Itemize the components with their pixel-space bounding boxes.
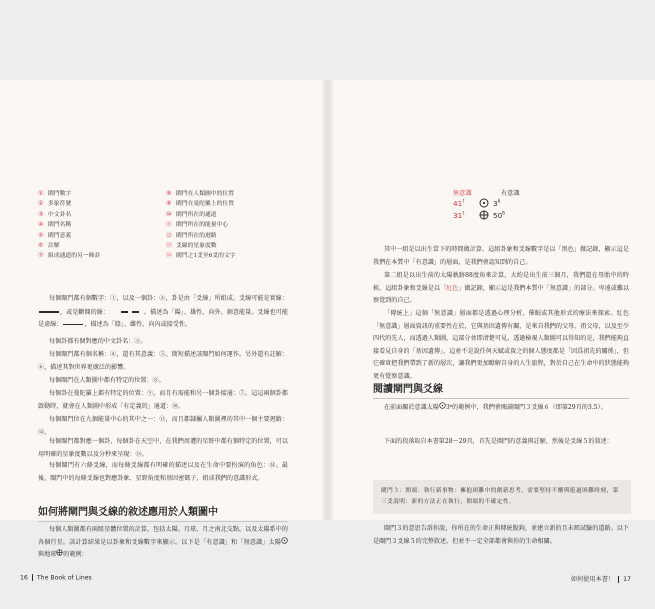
page-number: 16	[20, 574, 28, 582]
legend-column-1	[38, 189, 100, 262]
paragraph-mandala-position: 每個卦在曼陀羅上都有特定的位置：⑨，而且有需能和另一個卦接通：⑦。這這兩個卦都啟動時，就會在人類圖中形成「有定義的」通道：⑩。	[38, 390, 288, 410]
solid-line-icon	[39, 311, 59, 312]
legend-item: ⑫ 閘門所在的迴路	[166, 232, 217, 239]
gate-row-earth: $31^1$ $50^6$	[453, 210, 506, 220]
sun-circle-dot-icon	[479, 198, 489, 208]
sun-circle-dot-icon	[281, 537, 288, 544]
paragraph-gate-meaning: 閘門３的意思告訴你說，你所在的生命正與傳統脫鉤，並建立新的且未經試驗的道路。以下是閘門３爻線５的完整敘述，但並不一定全部都會與你的生命相關。	[373, 525, 629, 545]
book-gutter	[322, 80, 333, 520]
legend-item: ⑬ 爻線的星象度數	[166, 243, 217, 250]
paragraph-genetic: 「傳統上」這個「無意識」層面都是透過心理分析、催眠或其他形式的療法來探索。紅色「無意識」層面資訊的重要性在於，它與基因遺傳有關，是來自我們的父母、祖父母，以及至少四代的先人，而透過人類圖，這部分並即清楚可見。透過檢視人類圖可以得知的是，我們能夠直接看見自身的「基因遺傳」，這並不是說任何天賦或資之的個人態度都是「因爲祖先的關係」，但它確實把我們帶到了新的層次，讓我們更加瞭解自身的人生旅程，對於自己在生命中的狀態能夠更有覺察意識。	[373, 310, 629, 380]
section-heading: 如何將閘門與爻線的敘述應用於人類圖中	[38, 503, 288, 522]
right-page	[333, 80, 655, 583]
broken-line-icon	[110, 306, 143, 319]
running-title: The Book of Lines	[36, 574, 92, 582]
gates-example	[453, 188, 549, 221]
legend-item: ⑩ 閘門所在的通道	[166, 211, 217, 218]
unconscious-header: 無意識	[453, 190, 472, 197]
paragraph-hexagram-lines: 每個閘門都有個數字：①，以及一個卦：②，卦是由「爻線」所組成。爻線可能是實線：，或是斷開的線： 。描述為「陽」、雄性、向外、創意能量。爻線也可能是虛線： ，描述為「陰」、雌性、向內或接受性。	[38, 295, 288, 328]
gate-row-sun: $41^1$ $3^6$	[453, 198, 501, 208]
legend-item: ⑤ 閘門意義	[38, 232, 72, 239]
paragraph-astro-degree: 每個閘門都對應一個卦，每個卦在天空中，在我們周遭的星野中都有個特定的位置，可以用明確的星象度數以及分秒來呈現：⑬。	[38, 438, 288, 458]
solid-line-icon	[63, 324, 83, 325]
legend-item: ⑦ 組成通道的另一條卦	[38, 253, 101, 260]
paragraph-center-circuit: 每個閘門位在九個能量中心的其中之一：⑪，而且都隸屬人類圖裡的其中一個主要迴路：⑫。	[38, 416, 288, 436]
paragraph-excerpt-intro: 下面的段落取自本書第28～29頁，首先是閘門的意義與註解，然後是爻線５的敘述：	[383, 438, 613, 445]
paragraph-unconscious: 第二組是以出生前的太陽軌跡88度角來計算，大約是出生前三個月，我們還在母胎中的時候。這組卦象和爻線是以「紅色」做記錄，顯示這是我們本質中「無意識」的部分。卑遠或難以察覺到的自己。	[373, 272, 630, 305]
legend-item: ⑧ 閘門在人類圖中的位置	[166, 191, 234, 197]
gate-quote-box: 閘門３：開端：執行新事物：擁抱困難中的創新思考，需要堅持不懈與挺過困難時刻，第三爻說明：新的方法正在執行，開端的不確定性。	[373, 480, 631, 514]
legend-item: ③ 中文卦名	[38, 211, 72, 218]
legend-item: ② 多象符號	[38, 201, 72, 208]
page-number: 17	[623, 576, 631, 583]
legend-item: ⑨ 閘門在曼陀羅上的位置	[166, 201, 234, 208]
paragraph-calculation: 每個人類圖都有兩組星體位置的計算，包括太陽、月球、月之南北交點，以及太陽系中的各個行星。該計算結果是以卦象和爻線數字來顯示。以下是「有意識」和「無意識」太陽與地球 的範例：	[38, 526, 288, 559]
legend-item: ① 閘門數字	[38, 191, 72, 197]
paragraph-reading-example: 在前面關於意識太陽 3⁶的範例中，我們會閱讀閘門３爻線６（即第29頁的3.5）。	[383, 404, 607, 411]
gates-header	[453, 188, 549, 197]
paragraph-conscious: 其中一組是以出生當下的時間做計算，這組卦象和爻線數字是以「黑色」做記錄，顯示這是我們在本質中「有意識」的層面，是我們會認知到的自己。	[373, 246, 629, 266]
conscious-header: 有意識	[501, 190, 520, 197]
paragraph-gate-name: 每個閘門都有個名稱：④，還有其意義：⑤。簡短描述該閘門如何運作。另外還有註解：⑥，描述其對世界更廣泛的影響。	[38, 351, 288, 371]
footer-left	[20, 574, 92, 582]
legend-item: ⑭ 閘門之1爻至6爻的文字	[166, 253, 236, 260]
footer-right	[571, 574, 631, 583]
legend-item: ⑪ 閘門所在的能量中心	[166, 222, 229, 229]
paragraph-gate-position: 每個閘門在人類圖中都有特定的位置：⑧。	[48, 377, 165, 384]
legend-column-2	[166, 189, 236, 262]
running-title: 如何使用本書！	[570, 576, 615, 583]
legend-item: ⑥ 註解	[38, 243, 60, 250]
left-page	[0, 80, 322, 582]
paragraph-six-lines: 每個閘門有六條爻線，而每條爻線都有明確的描述以及在生命中要扮演的角色：⑭。最後，閘門中的每條爻線也對應卦象、星野角度和基因密碼子，組成我們的意識形式。	[38, 462, 288, 482]
earth-circle-cross-icon	[479, 210, 489, 220]
section-heading: 閱讀閘門與爻線	[373, 380, 629, 399]
legend-item: ④ 閘門名稱	[38, 222, 72, 229]
sun-circle-dot-icon	[439, 402, 446, 409]
paragraph-chinese-name: 每個卦都有個對應的中文卦名：③。	[48, 338, 147, 345]
